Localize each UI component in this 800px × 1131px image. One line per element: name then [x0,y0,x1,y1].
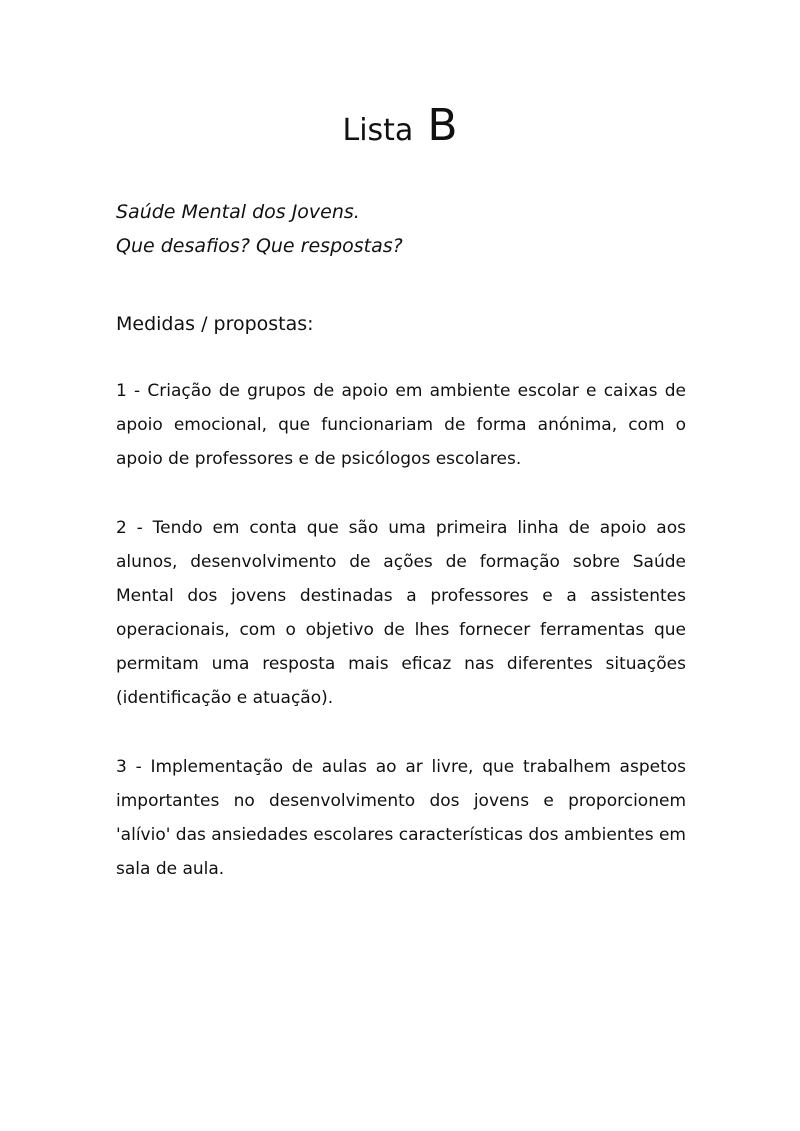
title-letter: B [427,100,458,151]
proposal-item-2: 2 - Tendo em conta que são uma primeira linha de apoio aos alunos, desenvolvimento de ações de formação sobre Saúde Mental dos jovens destinadas a professores e a assistentes operacionais, com o objetivo de lhes fornecer ferramentas que permitam uma resposta mais eficaz nas diferentes situações (identificação e atuação). [116,518,686,708]
subtitle-line-2: Que desafios? Que respostas? [116,235,403,257]
proposal-item-3: 3 - Implementação de aulas ao ar livre, que trabalhem aspetos importantes no desenvolvimento dos jovens e proporcionem 'alívio' das ansiedades escolares características dos ambientes em sala de aula. [116,757,686,879]
page-title [0,100,800,151]
subtitle-line-1: Saúde Mental dos Jovens. [116,201,360,223]
title-word: Lista [342,113,414,148]
subtitle [116,195,403,263]
proposal-item-1: 1 - Criação de grupos de apoio em ambiente escolar e caixas de apoio emocional, que funcionariam de forma anónima, com o apoio de professores e de psicólogos escolares. [116,381,686,469]
section-heading: Medidas / propostas: [116,313,314,335]
